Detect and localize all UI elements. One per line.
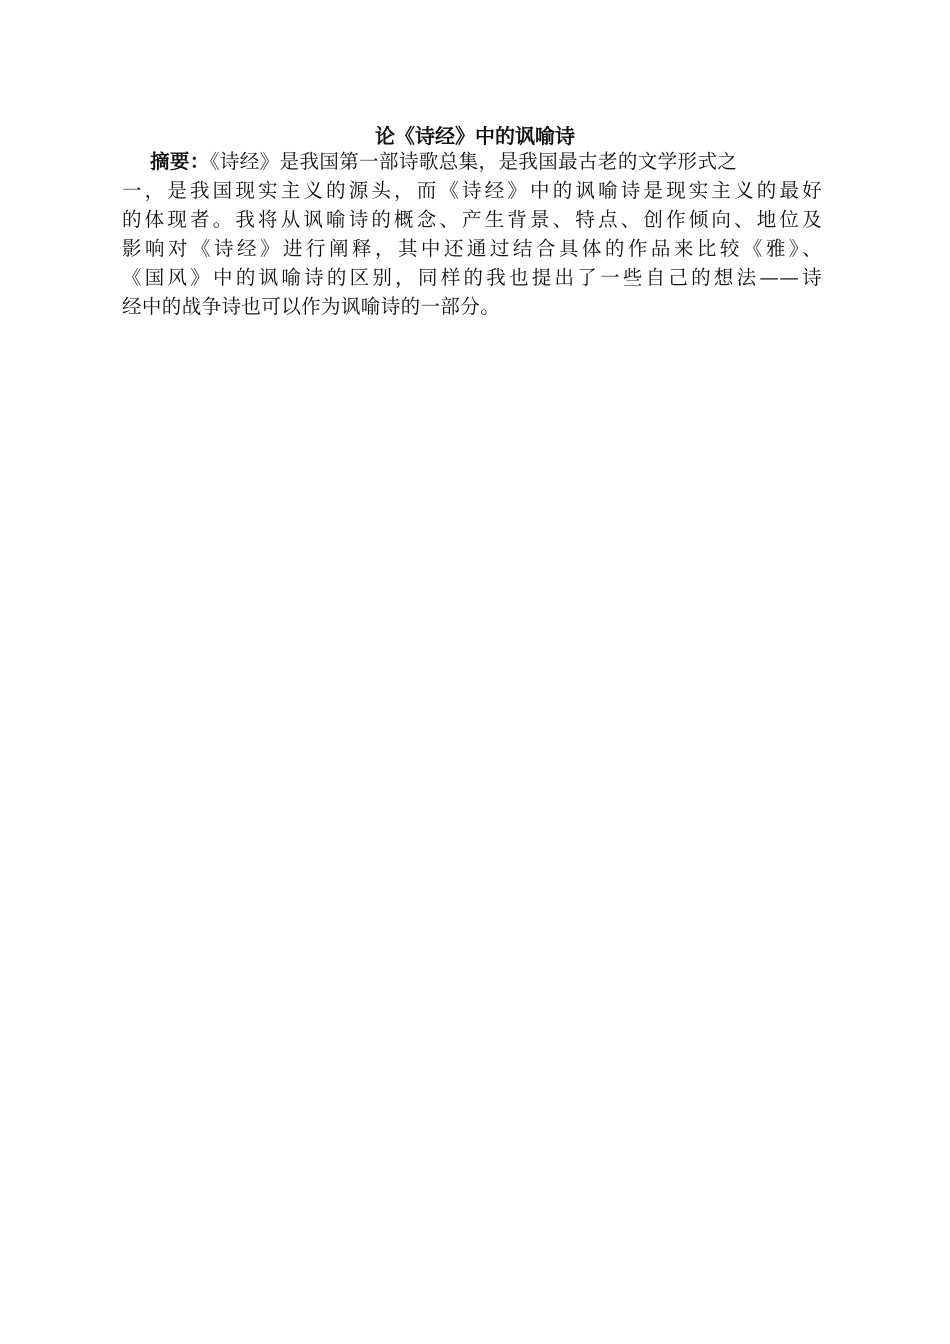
abstract-line-1: 摘要：《诗经》是我国第一部诗歌总集，是我国最古老的文学形式之 [150, 150, 738, 173]
abstract-line-5: 《国风》中的讽喻诗的区别，同样的我也提出了一些自己的想法——诗 [122, 266, 822, 289]
abstract-line-2: 一，是我国现实主义的源头，而《诗经》中的讽喻诗是现实主义的最好 [122, 179, 822, 202]
abstract-line-3: 的体现者。我将从讽喻诗的概念、产生背景、特点、创作倾向、地位及 [122, 208, 822, 231]
abstract-label: 摘要： [150, 150, 210, 173]
abstract-line-6: 经中的战争诗也可以作为讽喻诗的一部分。 [122, 295, 501, 318]
abstract-line-4: 影响对《诗经》进行阐释，其中还通过结合具体的作品来比较《雅》、 [122, 237, 822, 260]
document-title: 论《诗经》中的讽喻诗 [375, 124, 575, 148]
